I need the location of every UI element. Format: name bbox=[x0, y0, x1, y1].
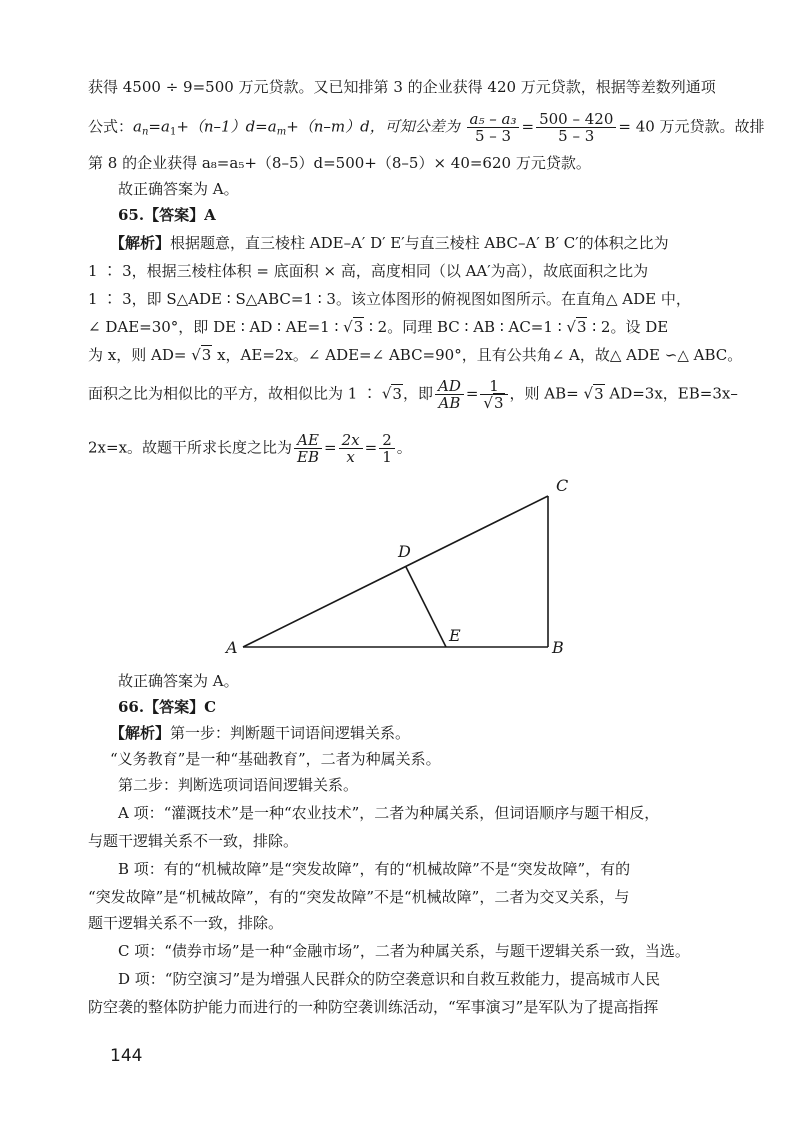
text-line: A 项：“灌溉技术”是一种“农业技术”，二者为种属关系，但词语顺序与题干相反， bbox=[118, 804, 660, 822]
text-line: 1 ∶ 3，即 S△ADE ∶ S△ABC=1 ∶ 3。该立体图形的俯视图如图所示。在直角△ ADE 中， bbox=[88, 290, 691, 308]
edge-ac bbox=[243, 496, 548, 647]
fraction: $\frac{\text{a₅ – a₃}}{5 - 3}$ bbox=[467, 111, 520, 144]
label-b: B bbox=[552, 638, 564, 657]
text-line: 第二步：判断选项词语间逻辑关系。 bbox=[118, 776, 359, 794]
text-line: “突发故障”是“机械故障”，有的“突发故障”不是“机械故障”，二者为交叉关系，与 bbox=[88, 888, 630, 906]
text-line: 故正确答案为 A。 bbox=[118, 672, 239, 690]
text-line: 第 8 的企业获得 a₈=a₅+（8–5）d=500+（8–5）× 40=620 万元贷款。 bbox=[88, 154, 591, 172]
text-line: “义务教育”是一种“基础教育”，二者为种属关系。 bbox=[110, 750, 441, 768]
text-line: 故正确答案为 A。 bbox=[118, 180, 239, 198]
answer-heading-66: 66.【答案】C bbox=[118, 698, 217, 716]
text-line: 2x=x。故题干所求长度之比为 $\frac{AE}{EB}$ = $\frac{2x}{x}$ = $\frac{2}{1}$ 。 bbox=[88, 431, 412, 466]
text-line: 1 ∶ 3，根据三棱柱体积 = 底面积 × 高，高度相同（以 AA′为高），故底面积之比为 bbox=[88, 262, 649, 280]
text-line: 获得 4500 ÷ 9=500 万元贷款。又已知排第 3 的企业获得 420 万元贷款，根据等差数列通项 bbox=[88, 78, 716, 96]
edge-de bbox=[406, 567, 446, 647]
text-line: 【解析】根据题意，直三棱柱 ADE–A′ D′ E′与直三棱柱 ABC–A′ B′ C′的体积之比为 bbox=[110, 234, 669, 252]
text-line: B 项：有的“机械故障”是“突发故障”，有的“机械故障”不是“突发故障”，有的 bbox=[118, 860, 631, 878]
fraction: $\frac{500 - 420}{5 - 3}$ bbox=[536, 111, 616, 144]
label-c: C bbox=[556, 476, 569, 495]
text-line: 【解析】第一步：判断题干词语间逻辑关系。 bbox=[110, 724, 411, 742]
text-line: 题干逻辑关系不一致，排除。 bbox=[88, 914, 284, 932]
formula-line: 公式：$a_n=a_1+(n-1)d=a_m+(n-m)d$，可知公差为 $\frac{\text{a₅ – a₃}}{5 - 3}$ = $\frac{500 - 420}{5 - 3}$ = 40 万元贷款。故排 bbox=[88, 110, 765, 145]
label-d: D bbox=[398, 542, 411, 561]
text-line: 面积之比为相似比的平方，故相似比为 1 ∶ √3，即 $\frac{AD}{AB}$ = $\frac{1}{√3}$ ，则 AB= √3 AD=3x，EB=3x– bbox=[88, 377, 738, 412]
text-line: C 项：“债券市场”是一种“金融市场”，二者为种属关系，与题干逻辑关系一致，当选。 bbox=[118, 942, 690, 960]
label-e: E bbox=[449, 626, 461, 645]
text-line: 为 x，则 AD= √3 x，AE=2x。∠ ADE=∠ ABC=90°，且有公共角∠ A，故△ ADE ∽△ ABC。 bbox=[88, 346, 743, 364]
page-number: 144 bbox=[110, 1046, 143, 1066]
text-line: 与题干逻辑关系不一致，排除。 bbox=[88, 832, 299, 850]
text-line: ∠ DAE=30°，即 DE ∶ AD ∶ AE=1 ∶ √3 ∶ 2。同理 BC ∶ AB ∶ AC=1 ∶ √3 ∶ 2。设 DE bbox=[88, 318, 669, 336]
text-line: 防空袭的整体防护能力而进行的一种防空袭训练活动，“军事演习”是军队为了提高指挥 bbox=[88, 998, 659, 1016]
text-line: D 项：“防空演习”是为增强人民群众的防空袭意识和自救互救能力，提高城市人民 bbox=[118, 970, 661, 988]
answer-heading-65: 65.【答案】A bbox=[118, 206, 216, 224]
label-a: A bbox=[226, 638, 238, 657]
